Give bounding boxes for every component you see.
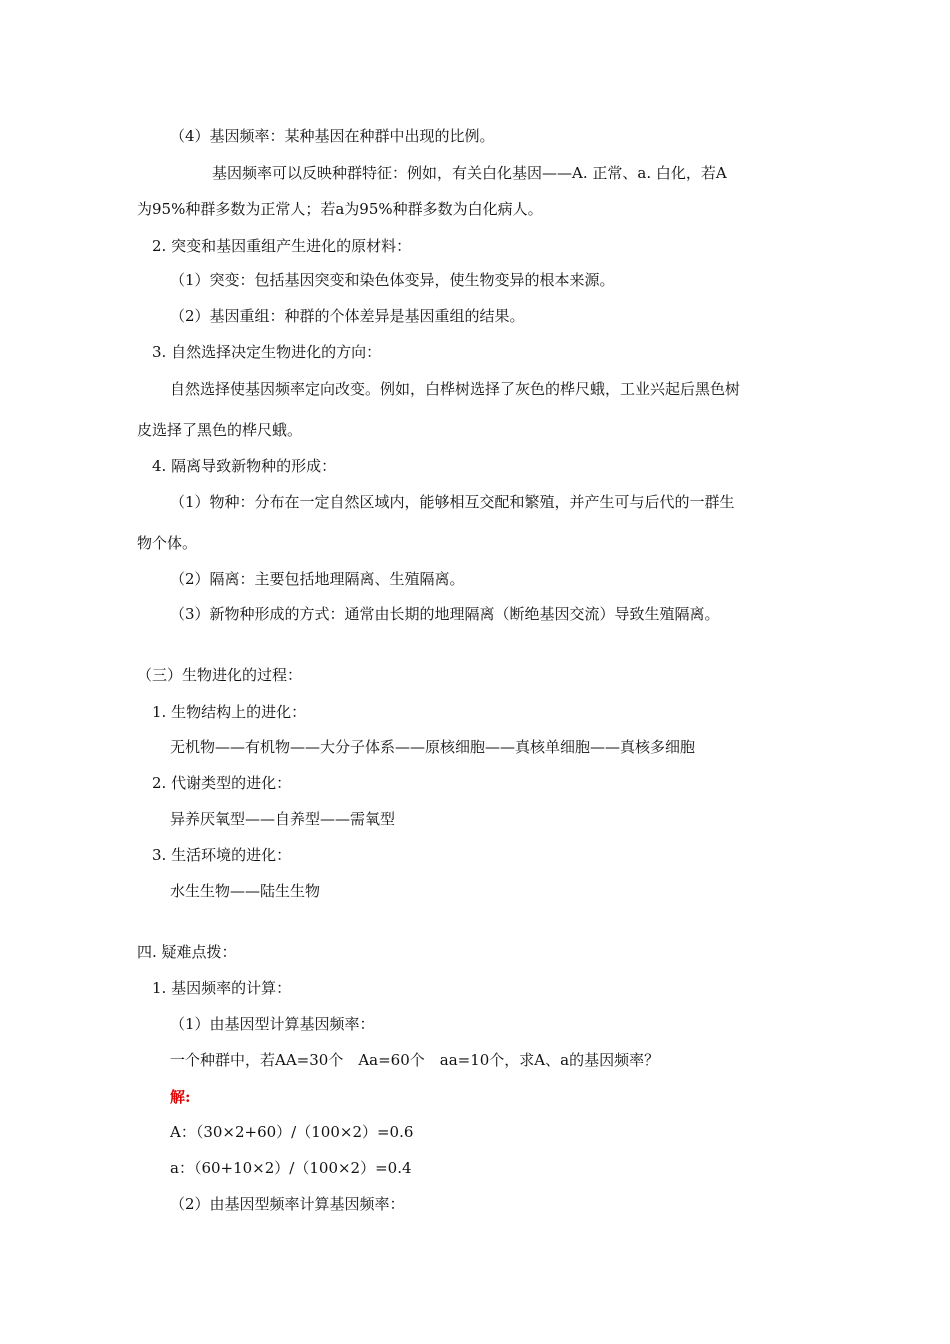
text-line: （1）由基因型计算基因频率： [170, 1015, 375, 1033]
section-heading: （三）生物进化的过程： [137, 666, 303, 684]
text-line: （3）新物种形成的方式：通常由长期的地理隔离（断绝基因交流）导致生殖隔离。 [170, 605, 720, 623]
text-line: 3. 生活环境的进化： [152, 846, 292, 864]
text-line: a：（60+10×2）/（100×2）=0.4 [170, 1159, 412, 1177]
text-line: 4. 隔离导致新物种的形成： [152, 457, 337, 475]
text-line: 为95%种群多数为正常人；若a为95%种群多数为白化病人。 [137, 200, 543, 218]
text-line: 皮选择了黑色的桦尺蛾。 [137, 421, 303, 439]
text-line: 2. 代谢类型的进化： [152, 774, 292, 792]
text-line: （2）隔离：主要包括地理隔离、生殖隔离。 [170, 570, 465, 588]
text-line: 水生生物——陆生生物 [170, 882, 321, 900]
text-line: （1）突变：包括基因突变和染色体变异，使生物变异的根本来源。 [170, 271, 615, 289]
text-line: 异养厌氧型——自养型——需氧型 [170, 810, 396, 828]
answer-label: 解: [170, 1088, 191, 1106]
text-line: 无机物——有机物——大分子体系——原核细胞——真核单细胞——真核多细胞 [170, 738, 696, 756]
text-line: 2. 突变和基因重组产生进化的原材料： [152, 237, 412, 255]
text-line: （1）物种：分布在一定自然区域内，能够相互交配和繁殖，并产生可与后代的一群生 [170, 493, 735, 511]
text-line: 1. 基因频率的计算： [152, 979, 292, 997]
text-line: 1. 生物结构上的进化： [152, 703, 307, 721]
text-line: （2）由基因型频率计算基因频率： [170, 1195, 405, 1213]
text-line: A：（30×2+60）/（100×2）=0.6 [170, 1123, 414, 1141]
text-line: 物个体。 [137, 534, 198, 552]
section-heading: 四. 疑难点拨： [137, 943, 237, 961]
text-line: （2）基因重组：种群的个体差异是基因重组的结果。 [170, 307, 525, 325]
text-line: 自然选择使基因频率定向改变。例如，白桦树选择了灰色的桦尺蛾，工业兴起后黑色树 [170, 380, 741, 398]
text-line: （4）基因频率：某种基因在种群中出现的比例。 [170, 127, 495, 145]
text-line: 3. 自然选择决定生物进化的方向： [152, 343, 382, 361]
text-line: 基因频率可以反映种群特征：例如，有关白化基因——A. 正常、a. 白化，若A [212, 164, 727, 182]
text-line: 一个种群中，若AA=30个 Aa=60个 aa=10个，求A、a的基因频率？ [170, 1051, 660, 1069]
